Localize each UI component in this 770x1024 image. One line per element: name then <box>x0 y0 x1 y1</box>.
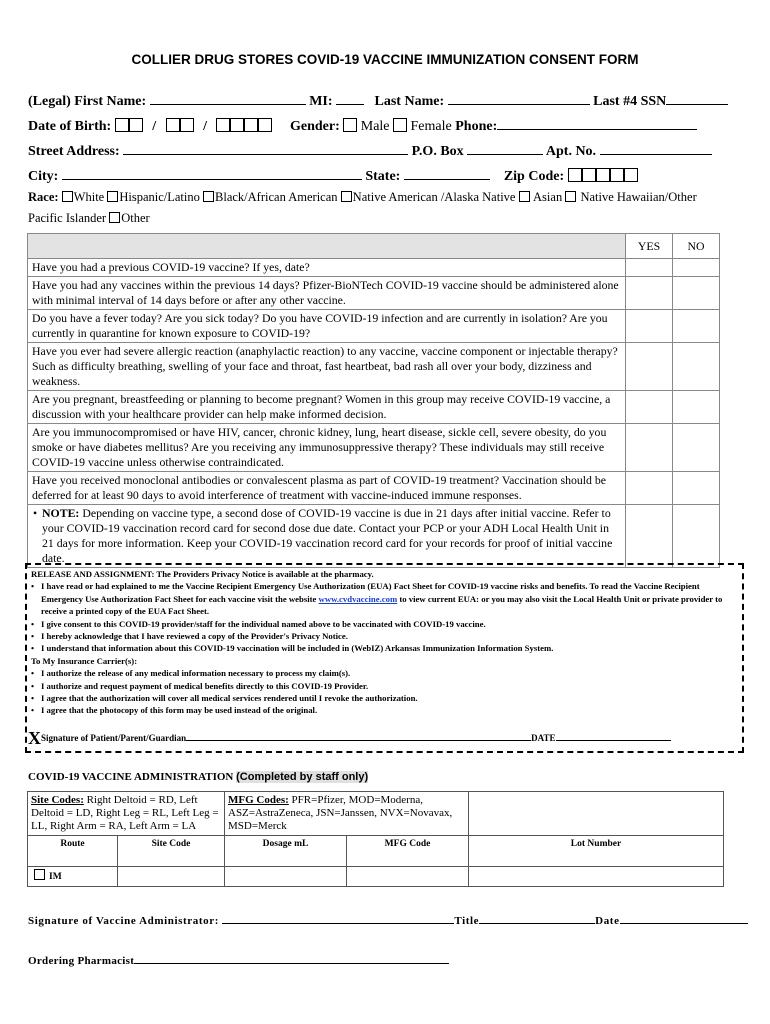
race-row-2 <box>28 211 150 226</box>
mfg-code-cell[interactable] <box>347 867 469 887</box>
state-label: State: <box>365 169 401 184</box>
route-header: Route <box>28 836 118 867</box>
race-black-checkbox[interactable] <box>203 191 214 202</box>
screening-questions-table <box>27 233 720 568</box>
zip-box-4[interactable] <box>610 168 624 182</box>
female-checkbox[interactable] <box>393 118 407 132</box>
form-title: COLLIER DRUG STORES COVID-19 VACCINE IMMUNIZATION CONSENT FORM <box>131 52 639 67</box>
note-row <box>28 505 720 568</box>
race-hispanic-checkbox[interactable] <box>107 191 118 202</box>
mfg-codes-text: PFR=Pfizer, MOD=Moderna, ASZ=AstraZeneca, JSN=Janssen, NVX=Novavax, MSD=Merck <box>228 794 453 832</box>
eua-link[interactable]: www.cvdvaccine.com <box>318 593 398 604</box>
race-option: Asian <box>533 190 563 204</box>
site-codes-label: Site Codes: <box>31 794 84 806</box>
race-asian-checkbox[interactable] <box>519 191 530 202</box>
street-field[interactable] <box>123 142 408 155</box>
state-field[interactable] <box>404 167 490 180</box>
zip-label: Zip Code: <box>503 169 565 184</box>
no-cell[interactable] <box>673 259 720 277</box>
site-code-cell[interactable] <box>118 867 225 887</box>
race-white-checkbox[interactable] <box>62 191 73 202</box>
question-text: Have you had any vaccines within the previous 14 days? Pfizer-BioNTech COVID-19 vaccine should be administered alone with minimal interval of 14 days before or after any other vaccine. <box>28 277 626 310</box>
race-option: Pacific Islander <box>28 211 107 225</box>
admin-heading-note: (Completed by staff only) <box>236 771 369 783</box>
question-text: Have you received monoclonal antibodies or convalescent plasma as part of COVID-19 treatment? Vaccination should be deferred for at least 90 days to avoid interference of treatment with vaccine-induced immune responses. <box>28 472 626 505</box>
male-checkbox[interactable] <box>343 118 357 132</box>
ordering-pharmacist-field[interactable] <box>134 953 449 964</box>
title-label: Title <box>454 915 480 927</box>
dob-day-box-1[interactable] <box>166 118 180 132</box>
note-yes-cell <box>626 505 673 568</box>
list-item: • I give consent to this COVID-19 provider/staff for the individual named above to be vaccinated with COVID-19 vaccine. <box>41 618 738 630</box>
mfg-codes-cell <box>225 792 469 836</box>
city-label: City: <box>28 169 59 184</box>
po-box-field[interactable] <box>467 142 543 155</box>
note-cell <box>28 505 626 568</box>
note-label: NOTE: <box>42 506 80 520</box>
table-row <box>28 424 720 472</box>
insurance-heading: To My Insurance Carrier(s): <box>31 655 138 666</box>
release-heading: RELEASE AND ASSIGNMENT: The Providers Privacy Notice is available at the pharmacy. <box>31 569 374 579</box>
last-name-label: Last Name: <box>374 94 445 109</box>
header-blank-cell <box>28 234 626 259</box>
patient-signature-row <box>28 728 671 749</box>
dob-month-box-2[interactable] <box>129 118 143 132</box>
question-text: Have you had a previous COVID-19 vaccine? If yes, date? <box>28 259 626 277</box>
no-cell[interactable] <box>673 343 720 391</box>
no-cell[interactable] <box>673 277 720 310</box>
no-cell[interactable] <box>673 310 720 343</box>
race-hawaiian-checkbox[interactable] <box>565 191 576 202</box>
dob-separator: / <box>203 119 207 134</box>
zip-box-2[interactable] <box>582 168 596 182</box>
insurance-list <box>31 667 738 717</box>
dob-year-box-1[interactable] <box>216 118 230 132</box>
codes-empty-cell <box>469 792 724 836</box>
administration-table <box>27 791 724 887</box>
gender-label: Gender: <box>289 119 340 134</box>
dob-label: Date of Birth: <box>28 119 112 134</box>
ordering-pharmacist-row <box>28 953 449 967</box>
question-text: Are you pregnant, breastfeeding or planning to become pregnant? Women in this group may receive COVID-19 vaccine, a discussion with your healthcare provider can help make informed decision. <box>28 391 626 424</box>
race-option: White <box>73 190 105 204</box>
administrator-signature-label: Signature of Vaccine Administrator: <box>28 915 219 927</box>
signature-date-field[interactable] <box>556 731 671 741</box>
no-cell[interactable] <box>673 424 720 472</box>
yes-cell[interactable] <box>626 343 673 391</box>
dob-year-box-2[interactable] <box>230 118 244 132</box>
route-cell <box>28 867 118 887</box>
ordering-pharmacist-label: Ordering Pharmacist <box>28 955 135 967</box>
race-option: Native Hawaiian/Other <box>580 190 697 204</box>
dosage-header: Dosage mL <box>225 836 347 867</box>
yes-cell[interactable] <box>626 472 673 505</box>
mi-field[interactable] <box>336 92 364 105</box>
dob-separator: / <box>152 119 157 134</box>
date-field[interactable] <box>620 913 748 924</box>
race-option: Native American /Alaska Native <box>352 190 516 204</box>
signature-label: Signature of Patient/Parent/Guardian <box>41 733 187 743</box>
zip-box-1[interactable] <box>568 168 582 182</box>
phone-field[interactable] <box>497 117 697 130</box>
list-item: • I authorize and request payment of medical benefits directly to this COVID-19 Provider. <box>41 680 738 692</box>
dob-year-box-4[interactable] <box>258 118 272 132</box>
ssn-field[interactable] <box>666 92 728 105</box>
apt-field[interactable] <box>600 142 712 155</box>
yes-cell[interactable] <box>626 277 673 310</box>
column-header-row <box>28 836 724 867</box>
zip-box-3[interactable] <box>596 168 610 182</box>
street-label: Street Address: <box>28 144 120 159</box>
list-item: • I hereby acknowledge that I have reviewed a copy of the Provider's Privacy Notice. <box>41 630 738 642</box>
yes-header: YES <box>626 234 673 259</box>
eua-text-after: to view current EUA: or you may also visit the Local Health Unit or private provider to receive a printed copy of the EUA Fact Sheet. <box>41 593 723 617</box>
release-list <box>31 580 738 654</box>
codes-row <box>28 792 724 836</box>
po-box-label: P.O. Box <box>411 144 464 159</box>
city-row <box>28 167 638 185</box>
signature-x-mark: X <box>28 728 41 748</box>
race-native-american-checkbox[interactable] <box>341 191 352 202</box>
yes-cell[interactable] <box>626 259 673 277</box>
mfg-code-header: MFG Code <box>347 836 469 867</box>
dosage-cell[interactable] <box>225 867 347 887</box>
lot-number-cell[interactable] <box>469 867 724 887</box>
site-codes-text: Right Deltoid = RD, Left Deltoid = LD, Right Leg = RL, Left Leg = LL, Right Arm = RA, Left Arm = LA <box>31 794 219 832</box>
zip-box-5[interactable] <box>624 168 638 182</box>
note-no-cell <box>673 505 720 568</box>
race-other-checkbox[interactable] <box>109 212 120 223</box>
table-header-row <box>28 234 720 259</box>
dob-month-box-1[interactable] <box>115 118 129 132</box>
lot-number-header: Lot Number <box>469 836 724 867</box>
route-im-label: IM <box>49 872 62 882</box>
title-field[interactable] <box>479 913 595 924</box>
address-row <box>28 142 712 160</box>
signature-date-label: DATE <box>531 733 556 743</box>
yes-cell[interactable] <box>626 310 673 343</box>
mfg-codes-label: MFG Codes: <box>228 794 289 806</box>
table-row <box>28 867 724 887</box>
name-row <box>28 92 728 110</box>
female-label: Female <box>410 119 452 134</box>
question-text: Have you ever had severe allergic reaction (anaphylactic reaction) to any vaccine, vaccine component or injectable therapy? Such as difficulty breathing, swelling of your face and throat, fast heartbeat, bad rash all over your body, dizziness and weakness. <box>28 343 626 391</box>
first-name-label: (Legal) First Name: <box>28 94 147 109</box>
last-name-field[interactable] <box>448 92 590 105</box>
no-cell[interactable] <box>673 391 720 424</box>
ssn-label: Last #4 SSN <box>593 94 667 109</box>
race-row <box>28 190 697 205</box>
apt-label: Apt. No. <box>545 144 597 159</box>
eua-text: I have read or had explained to me the Vaccine Recipient Emergency Use Authorization (EUA) Fact Sheet for COVID-19 vaccine risks and benefits. To read the Vaccine Recipient Emergency Use Authorization Fact Sheet for each vaccine visit the website <box>41 581 700 604</box>
list-item: • I agree that the authorization will cover all medical services rendered until I revoke the authorization. <box>41 692 738 704</box>
no-cell[interactable] <box>673 472 720 505</box>
table-row <box>28 259 720 277</box>
table-row <box>28 472 720 505</box>
administrator-signature-field[interactable] <box>222 913 454 924</box>
list-item: • I agree that the photocopy of this form may be used instead of the original. <box>41 704 738 716</box>
race-option: Black/African American <box>215 190 338 204</box>
city-field[interactable] <box>62 167 362 180</box>
table-row <box>28 391 720 424</box>
list-item <box>41 580 738 617</box>
list-item: • I understand that information about this COVID-19 vaccination will be included in (WebIZ) Arkansas Immunization Information System. <box>41 642 738 654</box>
yes-cell[interactable] <box>626 391 673 424</box>
question-text: Are you immunocompromised or have HIV, cancer, chronic kidney, lung, heart disease, sickle cell, severe obesity, do you smoke or have diabetes mellitus? Are you receiving any immunosuppressive therapy? These individuals may still receive COVID-19 vaccine unless otherwise contraindicated. <box>28 424 626 472</box>
admin-heading <box>28 771 368 783</box>
no-header: NO <box>673 234 720 259</box>
race-label: Race: <box>28 190 59 204</box>
patient-signature-field[interactable] <box>186 731 531 741</box>
dob-year-box-3[interactable] <box>244 118 258 132</box>
administrator-signature-row <box>28 913 748 927</box>
question-text: Do you have a fever today? Are you sick today? Do you have COVID-19 infection and are currently in isolation? Are you currently in quarantine for known exposure to COVID-19? <box>28 310 626 343</box>
note-text: Depending on vaccine type, a second dose of COVID-19 vaccine is due in 21 days after initial vaccine. Refer to your COVID-19 vaccination record card for second dose due date. Contact your PCP or your ADH Local Health Unit in 21 days for more information. Keep your COVID-19 vaccination record card for your records for proof of initial vaccine date. <box>42 506 613 565</box>
race-option: Other <box>121 211 150 225</box>
list-item: • I authorize the release of any medical information necessary to process my claim(s). <box>41 667 738 679</box>
dob-day-box-2[interactable] <box>180 118 194 132</box>
admin-heading-text: COVID-19 VACCINE ADMINISTRATION <box>28 771 234 783</box>
date-label: Date <box>595 915 620 927</box>
release-and-assignment <box>25 563 744 753</box>
route-im-checkbox[interactable] <box>34 869 45 880</box>
race-option: Hispanic/Latino <box>119 190 200 204</box>
table-row <box>28 343 720 391</box>
phone-label: Phone: <box>455 119 498 134</box>
site-code-header: Site Code <box>118 836 225 867</box>
bullet: • <box>33 506 38 520</box>
table-row <box>28 310 720 343</box>
mi-label: MI: <box>309 94 333 109</box>
male-label: Male <box>360 119 390 134</box>
dob-gender-row <box>28 117 697 135</box>
first-name-field[interactable] <box>150 92 306 105</box>
table-row <box>28 277 720 310</box>
yes-cell[interactable] <box>626 424 673 472</box>
site-codes-cell <box>28 792 225 836</box>
